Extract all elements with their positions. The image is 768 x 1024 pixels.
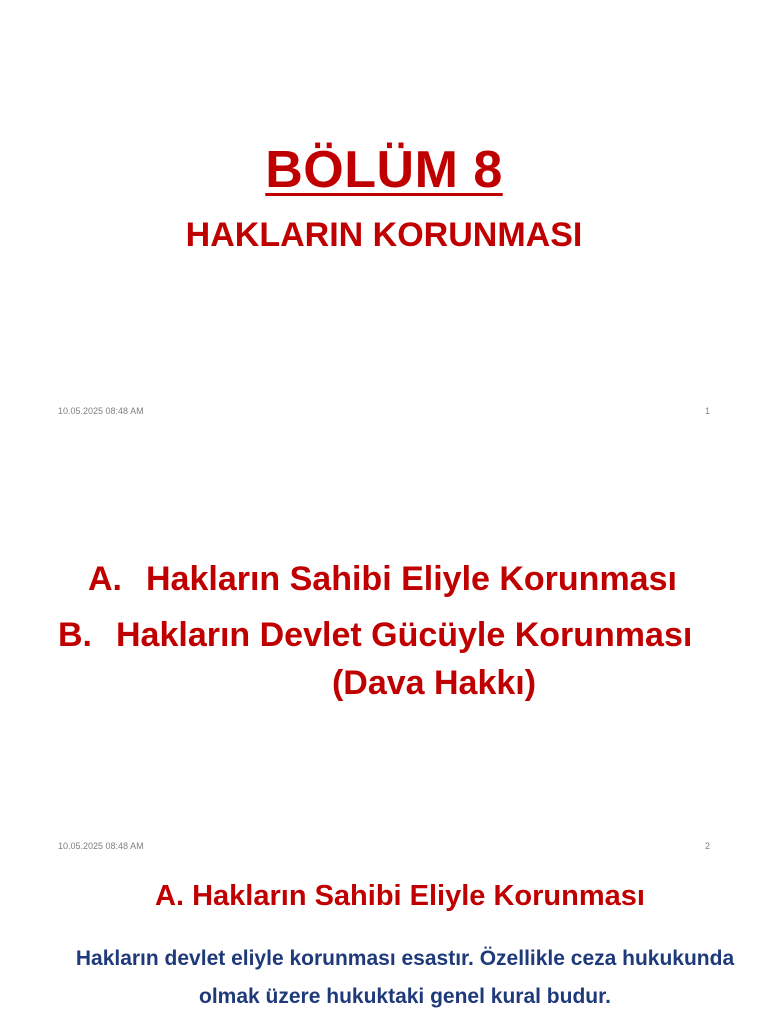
agenda-item-a bbox=[88, 560, 677, 599]
slide-2 bbox=[0, 432, 768, 864]
footer-page-number: 2 bbox=[704, 841, 710, 851]
slide-title: BÖLÜM 8 bbox=[265, 141, 503, 199]
section-heading: A. Hakların Sahibi Eliyle Korunması bbox=[155, 880, 645, 912]
slide-3 bbox=[0, 864, 768, 1024]
agenda-item-letter: A. bbox=[88, 560, 122, 598]
agenda-item-b-continuation: (Dava Hakkı) bbox=[331, 664, 537, 702]
body-line: olmak üzere hukuktaki genel kural budur. bbox=[199, 985, 611, 1008]
body-paragraph bbox=[50, 940, 760, 1016]
body-line: Hakların devlet eliyle korunması esastır. Özellikle ceza hukukunda bbox=[75, 947, 735, 970]
footer-date: 10.05.2025 08:48 AM bbox=[58, 841, 144, 851]
agenda-item-b bbox=[58, 616, 692, 655]
agenda-item-letter: B. bbox=[58, 616, 92, 654]
agenda-item-text: Hakların Devlet Gücüyle Korunması bbox=[116, 616, 693, 654]
slide-subtitle: HAKLARIN KORUNMASI bbox=[185, 216, 583, 254]
footer-page-number: 1 bbox=[704, 406, 710, 416]
agenda-item-text: Hakların Sahibi Eliyle Korunması bbox=[146, 560, 677, 598]
slide-1 bbox=[0, 0, 768, 432]
footer-date: 10.05.2025 08:48 AM bbox=[58, 406, 144, 416]
